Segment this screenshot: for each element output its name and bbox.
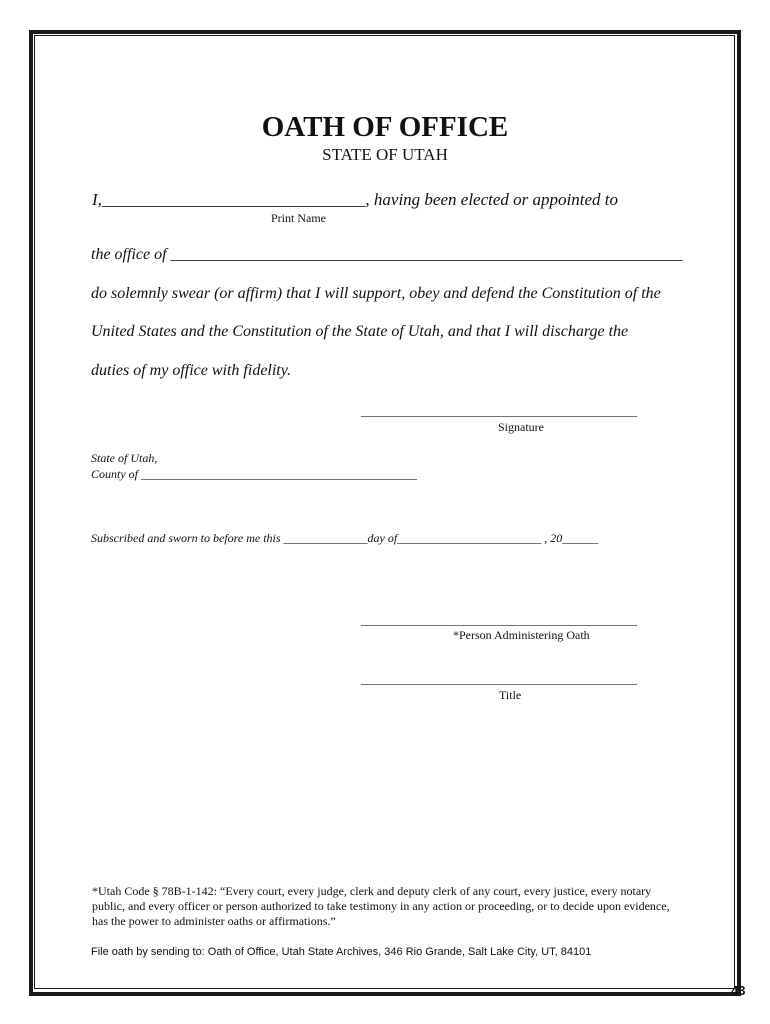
page-border-inner: [34, 35, 735, 989]
oath-paragraph-line-3: duties of my office with fidelity.: [91, 362, 291, 379]
document-subtitle: STATE OF UTAH: [322, 145, 448, 164]
administering-label: *Person Administering Oath: [453, 628, 590, 642]
oath-paragraph-line-1: do solemnly swear (or affirm) that I will support, obey and defend the Constitution of the: [91, 285, 661, 302]
administering-signature-line: ______________________________________________: [361, 613, 637, 627]
title-signature-line: ______________________________________________: [361, 672, 637, 686]
oath-paragraph-line-2: United States and the Constitution of the State of Utah, and that I will discharge the: [91, 323, 629, 340]
file-instructions: File oath by sending to: Oath of Office, Utah State Archives, 346 Rio Grande, Salt Lake City, UT, 84101: [91, 946, 592, 958]
name-line: I,_______________________________, having been elected or appointed to: [92, 190, 618, 209]
print-name-label: Print Name: [271, 211, 326, 225]
page-number: 43: [731, 983, 746, 998]
signature-label: Signature: [498, 420, 544, 434]
utah-code-footnote: *Utah Code § 78B-1-142: “Every court, every judge, clerk and deputy clerk of any court, every justice, every notary public, and every officer or person authorized to take testimony in any action or proceeding, or to decide upon evidence, has the power to administer oaths or affirmations.”: [92, 884, 670, 928]
office-line: the office of ________________________________________________________________: [91, 246, 683, 263]
state-line: State of Utah,: [91, 451, 158, 465]
signature-line: ______________________________________________: [361, 404, 637, 418]
subscribed-line: Subscribed and sworn to before me this ______________day of________________________ , 20______: [91, 531, 599, 545]
county-line: County of ______________________________________________: [91, 467, 417, 481]
title-label: Title: [499, 688, 522, 702]
document-title: OATH OF OFFICE: [261, 111, 509, 143]
